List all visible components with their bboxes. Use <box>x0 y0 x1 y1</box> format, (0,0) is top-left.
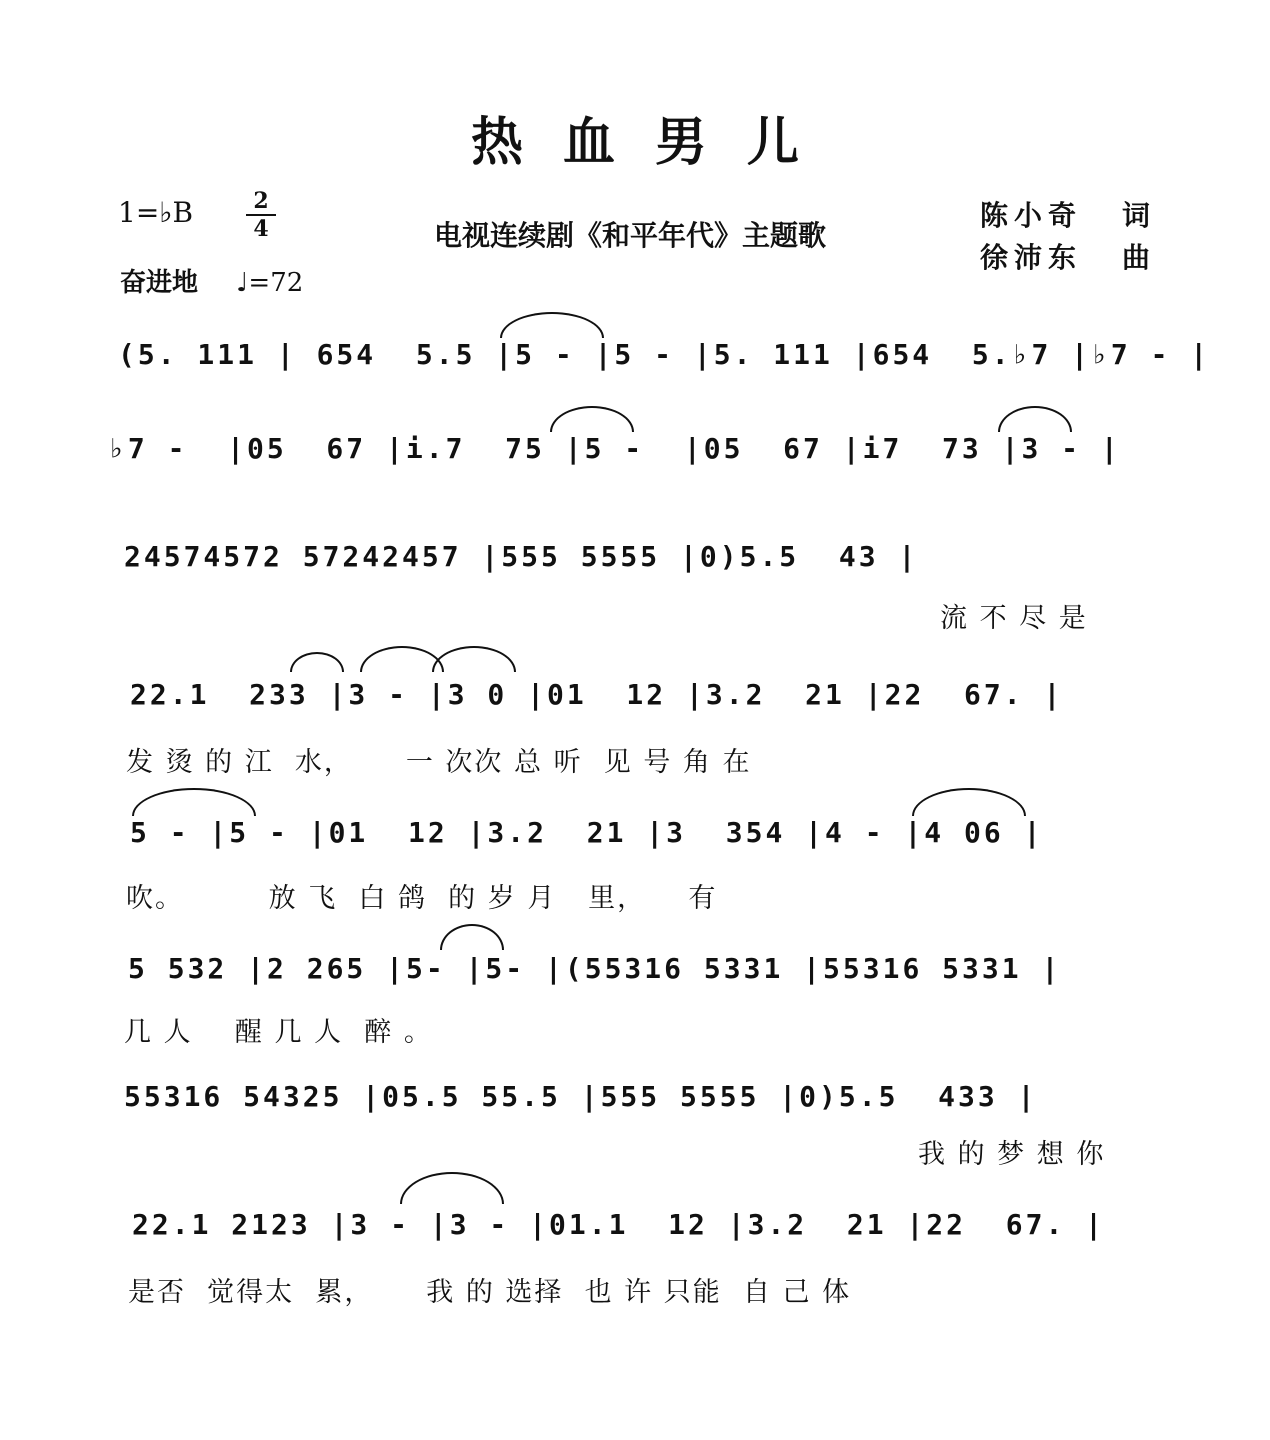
score-line-2-notes: ♭7 - |05 67 |i.7 75 |5 - |05 67 |i7 73 |3 - | <box>108 432 1121 465</box>
score-line-3-notes: 24574572 57242457 |555 5555 |0)5.5 43 | <box>124 540 919 573</box>
slur-mark <box>998 406 1072 432</box>
score-line-5-lyrics: 吹。 放 飞 白 鸽 的 岁 月 里， 有 <box>126 883 718 914</box>
credit-role: 词 <box>1122 199 1157 232</box>
credit-name: 徐沛东 <box>980 241 1083 274</box>
slur-mark <box>132 788 256 816</box>
tempo-marking <box>120 262 303 299</box>
score-line-7-lyrics: 我 的 梦 想 你 <box>918 1139 1106 1170</box>
credit-role: 曲 <box>1122 241 1157 274</box>
score-line-6-notes: 5 532 |2 265 |5- |5- |(55316 5331 |55316 5331 | <box>128 952 1062 985</box>
slur-mark <box>400 1172 504 1204</box>
key-signature: 1=♭B <box>118 196 194 229</box>
score-line-7-notes: 55316 54325 |05.5 55.5 |555 5555 |0)5.5 433 | <box>124 1080 1038 1113</box>
score-line-8-lyrics: 是否 觉得太 累， 我 的 选择 也 许 只能 自 己 体 <box>128 1277 852 1308</box>
score-line-1-notes: (5. 111 | 654 5.5 |5 - |5 - |5. 111 |654 5.♭7 |♭7 - | <box>118 338 1211 371</box>
tempo-value: ♩=72 <box>236 268 304 298</box>
time-signature-bottom: 4 <box>253 216 269 242</box>
time-signature-top: 2 <box>253 188 269 214</box>
slur-mark <box>432 646 516 672</box>
credit-composer <box>980 236 1156 276</box>
slur-mark <box>500 312 604 338</box>
score-line-6-lyrics: 几 人 醒 几 人 醉 。 <box>124 1017 433 1048</box>
slur-mark <box>440 924 504 950</box>
subtitle: 电视连续剧《和平年代》主题歌 <box>433 219 826 252</box>
slur-mark <box>290 652 344 672</box>
score-line-4-lyrics: 发 烫 的 江 水， 一 次次 总 听 见 号 角 在 <box>126 747 752 778</box>
tempo-expression: 奋进地 <box>120 268 199 298</box>
slur-mark <box>912 788 1026 816</box>
score-line-4-notes: 22.1 233 |3 - |3 0 |01 12 |3.2 21 |22 67. | <box>130 678 1064 711</box>
song-title: 热血男儿 <box>470 112 839 173</box>
score-line-3-lyrics: 流 不 尽 是 <box>940 603 1088 634</box>
credit-name: 陈小奇 <box>980 199 1083 232</box>
slur-mark <box>550 406 634 432</box>
time-signature <box>246 190 276 240</box>
score-line-5-notes: 5 - |5 - |01 12 |3.2 21 |3 354 |4 - |4 06 | <box>130 816 1044 849</box>
credit-lyricist <box>980 194 1156 234</box>
score-line-8-notes: 22.1 2123 |3 - |3 - |01.1 12 |3.2 21 |22 67. | <box>132 1208 1106 1241</box>
